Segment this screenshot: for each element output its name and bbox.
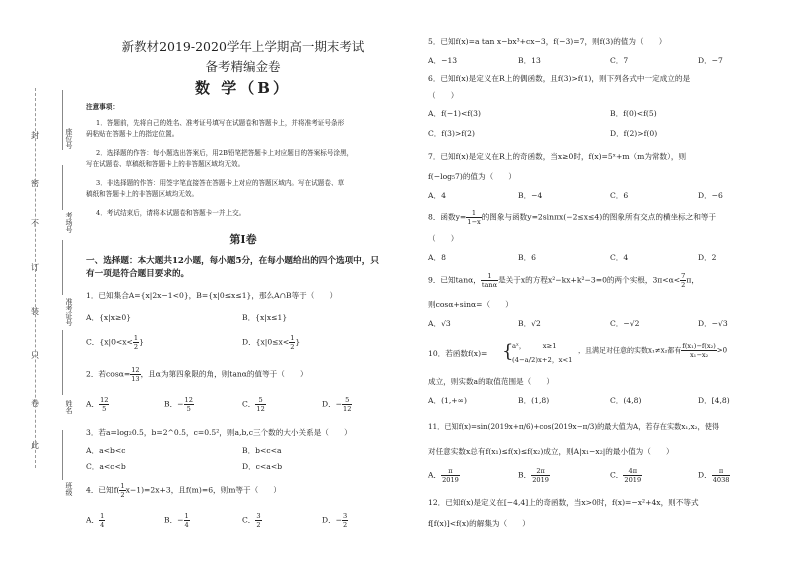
q1-option-c: C．{x|0<x< $\frac{1}{2}$ } (86, 334, 144, 351)
q1-option-b: B．{x|x≤1} (242, 313, 288, 322)
notice-item: 写在试题卷、草稿纸和答题卡上的非答题区域均无效。 (86, 160, 245, 168)
q7-option-c: C．6 (610, 191, 629, 200)
q5-option-c: C．7 (610, 56, 629, 65)
question-3-stem: 3．若a=log₂0.5，b=2^0.5，c=0.5²，则a,b,c三个数的大小关系是（ ） (86, 428, 352, 437)
question-6-stem-cont: （ ） (428, 91, 459, 100)
q3-option-a: A．a<b<c (86, 446, 126, 455)
question-4-stem: 4．已知f( $\frac{1}{2}$ x−1)=2x+3，且f(m)=6，则m等于（ ） (86, 482, 281, 499)
section-heading: 有一项是符合题目要求的。 (86, 269, 190, 279)
notice-heading: 注意事项： (86, 103, 119, 111)
q2-option-c: C． $\frac{5}{12}$ (242, 396, 265, 413)
seal-char: 卷 (31, 399, 39, 408)
subject-title: 数 学（B） (195, 79, 291, 97)
question-10-stem-cont: 成立，则实数a的取值范围是（ ） (428, 377, 555, 386)
field-line (62, 90, 63, 150)
q8-option-c: C．4 (610, 253, 629, 262)
notice-item: 稿纸和答题卡上的非答题区域均无效。 (86, 190, 199, 198)
question-6-stem: 6．已知f(x)是定义在R上的偶函数，且f(3)>f(1)，则下列各式中一定成立的是 (428, 74, 691, 83)
seal-char: 不 (31, 219, 39, 228)
question-2-stem: 2．若cosα= $\frac{12}{13}$ ，且α为第四象限的角，则tanα的值等于（ ） (86, 366, 308, 383)
question-11-stem-cont: 对任意实数x总有f(x₁)≤f(x)≤f(x₂)成立，则A|x₁−x₂|的最小值为（ ） (428, 447, 674, 456)
notice-item: 2．选择题的作答：每小题选出答案后，用2B铅笔把答题卡上对应题目的答案标号涂黑， (96, 149, 354, 157)
notice-item: 1．答题前，先将自己的姓名、准考证号填写在试题卷和答题卡上，并将准考证号条形 (96, 119, 345, 127)
q3-option-d: D．c<a<b (242, 462, 283, 471)
q8-option-a: A．8 (428, 253, 446, 262)
q9-option-c: C．−√2 (610, 319, 640, 328)
q10-option-d: D．[4,8) (698, 396, 730, 405)
seal-char: 此 (31, 441, 39, 450)
question-12-stem-cont: f[f(x)]<f(x)的解集为（ ） (428, 519, 530, 528)
notice-item: 码粘贴在答题卡上的指定位置。 (86, 130, 179, 138)
q4-option-b: B．− $\frac{1}{4}$ (164, 512, 189, 529)
question-5-stem: 5．已知f(x)=a tan x−bx³+cx−3，f(−3)=7，则f(3)的值为（ ） (428, 37, 667, 46)
q1-option-d: D．{x|0≤x< $\frac{1}{2}$ } (242, 334, 301, 351)
question-7-stem: 7．已知f(x)是定义在R上的奇函数，当x≥0时，f(x)=5ˣ+m（m为常数），则 (428, 152, 687, 161)
question-10-condition: ，且满足对任意的实数x₁≠x₂都有 $\frac{\text{f(x₁)−f(x₂)}}{\text{x₁−x₂}}$ >0 (578, 342, 728, 359)
seal-char: 订 (31, 263, 39, 272)
q9-option-d: D．−√3 (698, 319, 728, 328)
q1-option-a: A．{x|x≥0} (86, 313, 132, 322)
exam-room-label: 考场号 (65, 212, 73, 233)
q6-option-b: B．f(0)<f(5) (610, 109, 657, 118)
class-label: 班级 (65, 482, 73, 496)
exam-subtitle: 备考精编金卷 (205, 59, 281, 74)
q7-option-a: A．4 (428, 191, 446, 200)
q10-option-b: B．(1,8) (518, 396, 550, 405)
q6-option-a: A．f(−1)<f(3) (428, 109, 481, 118)
notice-item: 3．非选择题的作答：用签字笔直接答在答题卡上对应的答题区域内。写在试题卷、草 (96, 179, 345, 187)
seat-number-label: 座位号 (65, 128, 73, 149)
q10-option-a: A．(1,+∞) (428, 396, 467, 405)
question-12-stem: 12．已知f(x)是定义在[−4,4]上的奇函数，当x>0时，f(x)=−x²+4x，则不等式 (428, 498, 699, 507)
q8-option-d: D．2 (698, 253, 717, 262)
seal-char: 封 (31, 131, 39, 140)
q4-option-d: D．− $\frac{3}{2}$ (322, 512, 348, 529)
exam-title: 新教材2019-2020学年上学期高一期末考试 (121, 39, 365, 54)
field-line (62, 240, 63, 295)
piecewise-case: (4−a/2)x+2，x<1 (512, 356, 573, 364)
q4-option-a: A． $\frac{1}{4}$ (86, 512, 105, 529)
seal-char: 只 (31, 351, 39, 360)
question-1-stem: 1．已知集合A={x|2x−1<0}，B={x|0≤x≤1}，那么A∩B等于（ ） (86, 291, 338, 300)
field-line (62, 330, 63, 395)
question-10-stem: 10．若函数f(x)= (428, 349, 488, 358)
q2-option-b: B．− $\frac{12}{5}$ (164, 396, 193, 413)
q9-option-b: B．√2 (518, 319, 541, 328)
name-label: 姓名 (65, 400, 73, 414)
question-11-stem: 11．已知f(x)=sin(2019x+π/6)+cos(2019x−π/3)的最大值为A，若存在实数x₁,x₂，使得 (428, 422, 720, 431)
q5-option-a: A．−13 (428, 56, 458, 65)
q5-option-d: D．−7 (698, 56, 723, 65)
piecewise-brace-icon: { (502, 341, 514, 362)
notice-item: 4．考试结束后，请将本试题卷和答题卡一并上交。 (96, 209, 246, 217)
q11-option-c: C． $\frac{4\pi}{2019}$ (610, 467, 642, 484)
seal-line (35, 88, 36, 468)
q5-option-b: B．13 (518, 56, 541, 65)
question-8-stem: 8．函数y= $\frac{1}{1-x}$ 的图象与函数y=2sinπx(−2≤x≤4)的图象所有交点的横坐标之和等于 (428, 209, 717, 226)
piecewise-case: aˣ， x≥1 (512, 342, 557, 350)
q2-option-d: D．− $\frac{5}{12}$ (322, 396, 352, 413)
q3-option-c: C．a<c<b (86, 462, 126, 471)
q9-option-a: A．√3 (428, 319, 451, 328)
q2-option-a: A． $\frac{12}{5}$ (86, 396, 109, 413)
question-9-stem-cont: 则cosα+sinα=（ ） (428, 300, 513, 309)
section-heading: 一、选择题：本大题共12小题，每小题5分，在每小题给出的四个选项中，只 (86, 256, 379, 266)
q8-option-b: B．6 (518, 253, 537, 262)
q7-option-b: B．−4 (518, 191, 543, 200)
q3-option-b: B．b<c<a (242, 446, 282, 455)
field-line (62, 165, 63, 210)
part-title: 第Ⅰ卷 (229, 233, 257, 246)
question-9-stem: 9．已知tanα， $\frac{1}{\tan\alpha}$ 是关于x的方程x²−kx+k²−3=0的两个实根，3π<α< $\frac{7}{2}$ π， (428, 272, 699, 289)
ticket-number-label: 准考证号 (65, 298, 73, 326)
field-line (62, 430, 63, 480)
q11-option-d: D． $\frac{\pi}{4038}$ (698, 467, 730, 484)
seal-char: 密 (31, 179, 39, 188)
q7-option-d: D．−6 (698, 191, 723, 200)
question-8-stem-cont: （ ） (428, 234, 459, 243)
seal-char: 装 (31, 307, 39, 316)
question-7-stem-cont: f(−log₅7)的值为（ ） (428, 172, 516, 181)
q6-option-d: D．f(2)>f(0) (610, 129, 658, 138)
q6-option-c: C．f(3)>f(2) (428, 129, 475, 138)
q11-option-a: A． $\frac{\pi}{2019}$ (428, 467, 459, 484)
q11-option-b: B． $\frac{2\pi}{2019}$ (518, 467, 549, 484)
q4-option-c: C． $\frac{3}{2}$ (242, 512, 261, 529)
q10-option-c: C．(4,8) (610, 396, 642, 405)
